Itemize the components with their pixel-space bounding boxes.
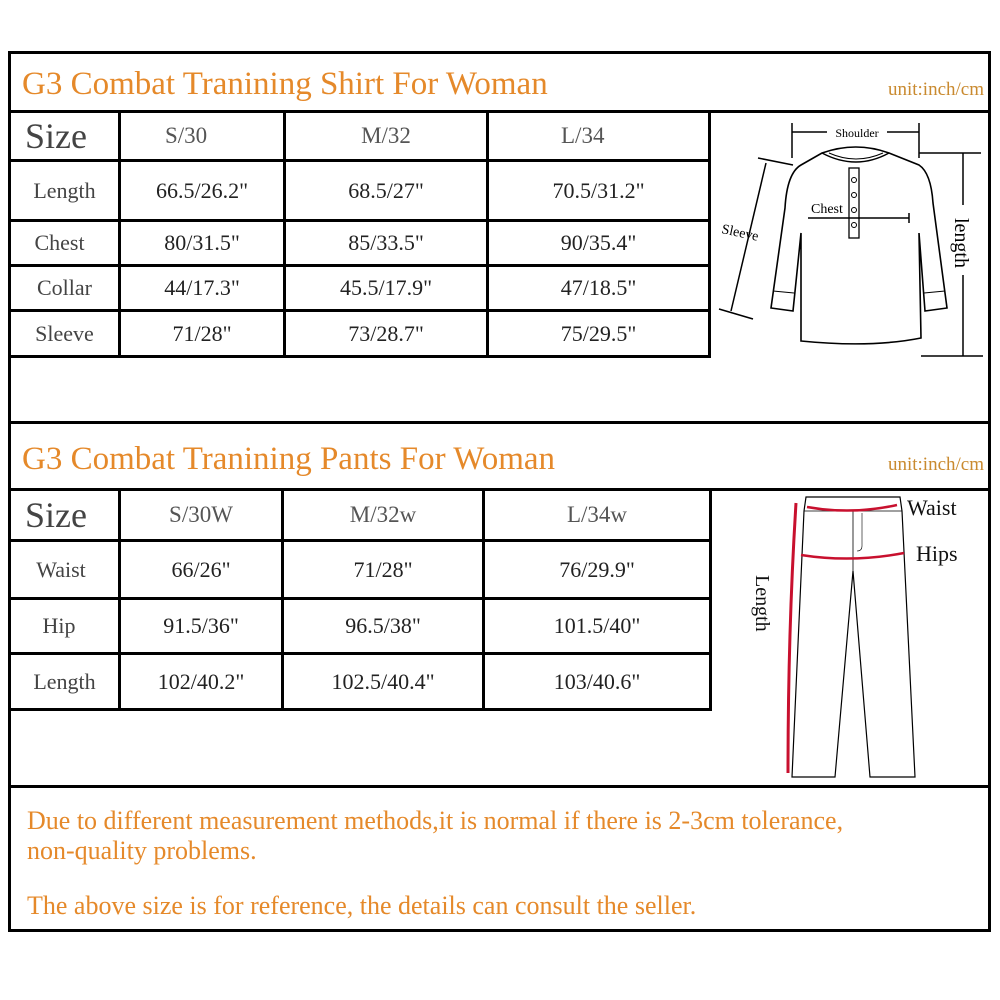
pants-row-label: Hip bbox=[42, 613, 76, 638]
pants-measurement-diagram bbox=[712, 491, 988, 785]
pants-row-label: Length bbox=[33, 668, 96, 694]
note-tolerance-cont: non-quality problems. bbox=[27, 836, 257, 865]
shirt-table-bottom bbox=[8, 355, 710, 358]
pants-cell: 96.5/38" bbox=[345, 613, 421, 638]
shirt-cell: 47/18.5" bbox=[560, 275, 637, 300]
pants-title: G3 Combat Tranining Pants For Woman bbox=[22, 441, 556, 477]
length-label: length bbox=[950, 218, 972, 268]
shirt-col-m: M/32 bbox=[361, 123, 411, 148]
chest-label: Chest bbox=[811, 202, 843, 217]
waist-label: Waist bbox=[907, 495, 957, 520]
pants-col-s: S/30W bbox=[169, 502, 233, 527]
shirt-title: G3 Combat Tranining Shirt For Woman bbox=[22, 66, 548, 102]
pants-cell: 103/40.6" bbox=[553, 668, 641, 694]
pants-cell: 102/40.2" bbox=[157, 668, 245, 694]
length-label: Length bbox=[751, 575, 773, 632]
pants-cell: 71/28" bbox=[353, 556, 413, 582]
pants-cell: 101.5/40" bbox=[553, 613, 641, 638]
shirt-cell: 44/17.3" bbox=[164, 275, 240, 300]
pants-cell: 66/26" bbox=[171, 556, 231, 582]
shirt-cell: 90/35.4" bbox=[560, 230, 637, 255]
shoulder-label: Shoulder bbox=[835, 126, 879, 140]
sleeve-label: Sleeve bbox=[720, 222, 760, 245]
shirt-cell: 80/31.5" bbox=[164, 230, 240, 255]
shirt-unit: unit:inch/cm bbox=[887, 79, 984, 100]
shirt-cell: 75/29.5" bbox=[560, 320, 637, 346]
shirt-col-s: S/30 bbox=[165, 123, 208, 148]
pants-row-label: Waist bbox=[36, 556, 86, 582]
shirt-row-label: Length bbox=[33, 177, 96, 203]
pants-size-label: Size bbox=[25, 495, 87, 535]
shirt-cell: 68.5/27" bbox=[348, 177, 424, 203]
shirt-col-l: L/34 bbox=[561, 123, 605, 148]
shirt-cell: 85/33.5" bbox=[348, 230, 424, 255]
shirt-cell: 70.5/31.2" bbox=[552, 177, 645, 203]
pants-cell: 91.5/36" bbox=[163, 613, 239, 638]
section-divider bbox=[8, 421, 991, 424]
shirt-cell: 45.5/17.9" bbox=[339, 275, 433, 300]
note-reference: The above size is for reference, the details can consult the seller. bbox=[27, 891, 697, 920]
notes-divider bbox=[8, 785, 991, 788]
pants-unit: unit:inch/cm bbox=[887, 454, 984, 475]
shirt-row-label: Chest bbox=[34, 230, 85, 255]
pants-col-m: M/32w bbox=[349, 502, 417, 527]
shirt-measurement-diagram bbox=[711, 113, 988, 363]
shirt-cell: 66.5/26.2" bbox=[155, 177, 249, 203]
hips-label: Hips bbox=[916, 541, 958, 566]
pants-table-bottom bbox=[8, 708, 711, 711]
shirt-size-label: Size bbox=[25, 116, 87, 156]
shirt-row-label: Sleeve bbox=[35, 320, 94, 346]
shirt-row-label: Collar bbox=[37, 275, 92, 300]
pants-col-l: L/34w bbox=[566, 502, 628, 527]
shirt-cell: 71/28" bbox=[172, 320, 232, 346]
note-tolerance: Due to different measurement methods,it is normal if there is 2-3cm tolerance, bbox=[27, 806, 844, 835]
shirt-cell: 73/28.7" bbox=[348, 320, 424, 346]
pants-cell: 102.5/40.4" bbox=[331, 668, 435, 694]
pants-cell: 76/29.9" bbox=[559, 556, 635, 582]
